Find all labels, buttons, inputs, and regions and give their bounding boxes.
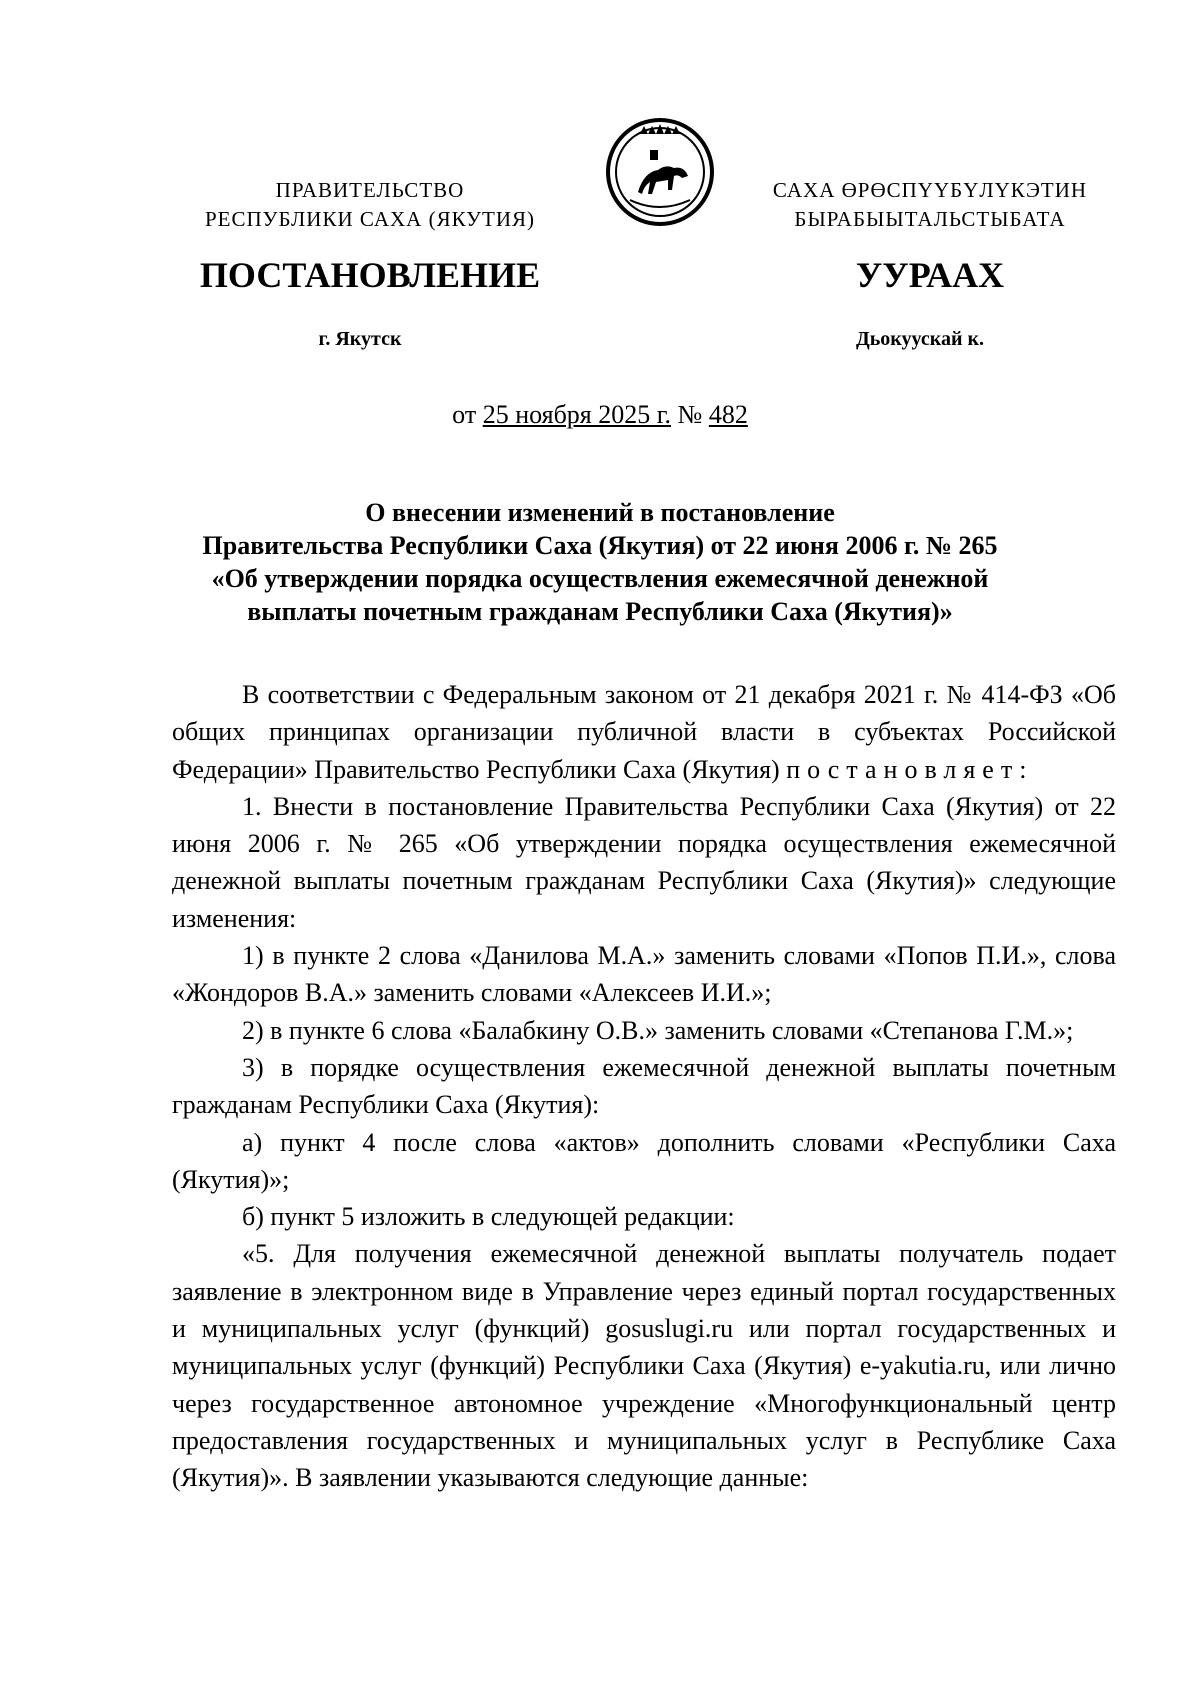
document-title xyxy=(150,496,1050,628)
title-line-3: «Об утверждении порядка осуществления ежемесячной денежной xyxy=(211,564,989,593)
city-ru: г. Якутск xyxy=(318,328,402,350)
document-body xyxy=(172,676,1116,1497)
subparagraph-3: 3) в порядке осуществления ежемесячной денежной выплаты почетным гражданам Республики Саха (Якутия): xyxy=(172,1052,1116,1120)
subparagraph-2: 2) в пункте 6 слова «Балабкину О.В.» заменить словами «Степанова Г.М.»; xyxy=(242,1015,1074,1045)
subparagraph-a: а) пункт 4 после слова «актов» дополнить словами «Республики Саха (Якутия)»; xyxy=(172,1127,1116,1194)
issuer-name-ru-line1: ПРАВИТЕЛЬСТВО xyxy=(275,178,465,202)
paragraph-1: 1. Внести в постановление Правительства Республики Саха (Якутия) от 22 июня 2006 г. № 265 «Об утверждении порядка осуществления ежемесячной денежной выплаты почетным гражданам Республики Саха (Якутия)» следующие изменения: xyxy=(172,791,1116,933)
issuer-name-ru-line2: РЕСПУБЛИКИ САХА (ЯКУТИЯ) xyxy=(204,207,536,231)
subparagraph-b: б) пункт 5 изложить в следующей редакции: xyxy=(242,1202,735,1232)
document-date: 25 ноября 2025 г. xyxy=(482,400,671,429)
issuer-name-sah xyxy=(720,176,1140,234)
preamble-paragraph xyxy=(172,676,1116,788)
clause-5-text: «5. Для получения ежемесячной денежной выплаты получатель подает заявление в электронном виде в Управление через единый портал государственных и муниципальных услуг (функций) gosuslugi.ru или портал государственных и муниципальных услуг (функций) Республики Саха (Якутия) e-yakutia.ru, или лично через государственное автономное учреждение «Многофункциональный центр предоставления государственных и муниципальных услуг в Республике Саха (Якутия)». В заявлении указываются следующие данные: xyxy=(172,1239,1116,1493)
title-line-2: Правительства Республики Саха (Якутия) от 22 июня 2006 г. № 265 xyxy=(202,531,998,560)
date-prefix: от xyxy=(452,400,477,429)
coat-of-arms-icon xyxy=(600,110,720,230)
issuer-name-sah-line2: БЫРАБЫЫТАЛЬСТЫБАТА xyxy=(794,207,1066,231)
preamble-text: В соответствии с Федеральным законом от 21 декабря 2021 г. № 414-ФЗ «Об общих принципах организации публичной власти в субъектах Российской Федерации» Правительство Республики Саха (Якутия) xyxy=(172,680,1116,784)
doc-type-sah: УУРААХ xyxy=(855,255,1005,295)
issuer-name-sah-line1: САХА ӨРӨСПҮҮБҮЛҮКЭТИН xyxy=(772,178,1088,202)
title-line-4: выплаты почетным гражданам Республики Саха (Якутия)» xyxy=(247,597,953,626)
doc-type-ru: ПОСТАНОВЛЕНИЕ xyxy=(199,255,541,295)
city-sah: Дьокуускай к. xyxy=(855,328,985,350)
title-line-1: О внесении изменений в постановление xyxy=(365,498,835,527)
number-prefix: № xyxy=(677,400,703,429)
date-number-line xyxy=(0,400,1200,430)
subparagraph-1: 1) в пункте 2 слова «Данилова М.А.» заменить словами «Попов П.И.», слова «Жондоров В.А.» заменить словами «Алексеев И.И.»; xyxy=(172,941,1116,1008)
issuer-name-ru xyxy=(160,176,580,234)
resolves-word: постановляет: xyxy=(786,754,1034,784)
document-number: 482 xyxy=(708,400,748,429)
